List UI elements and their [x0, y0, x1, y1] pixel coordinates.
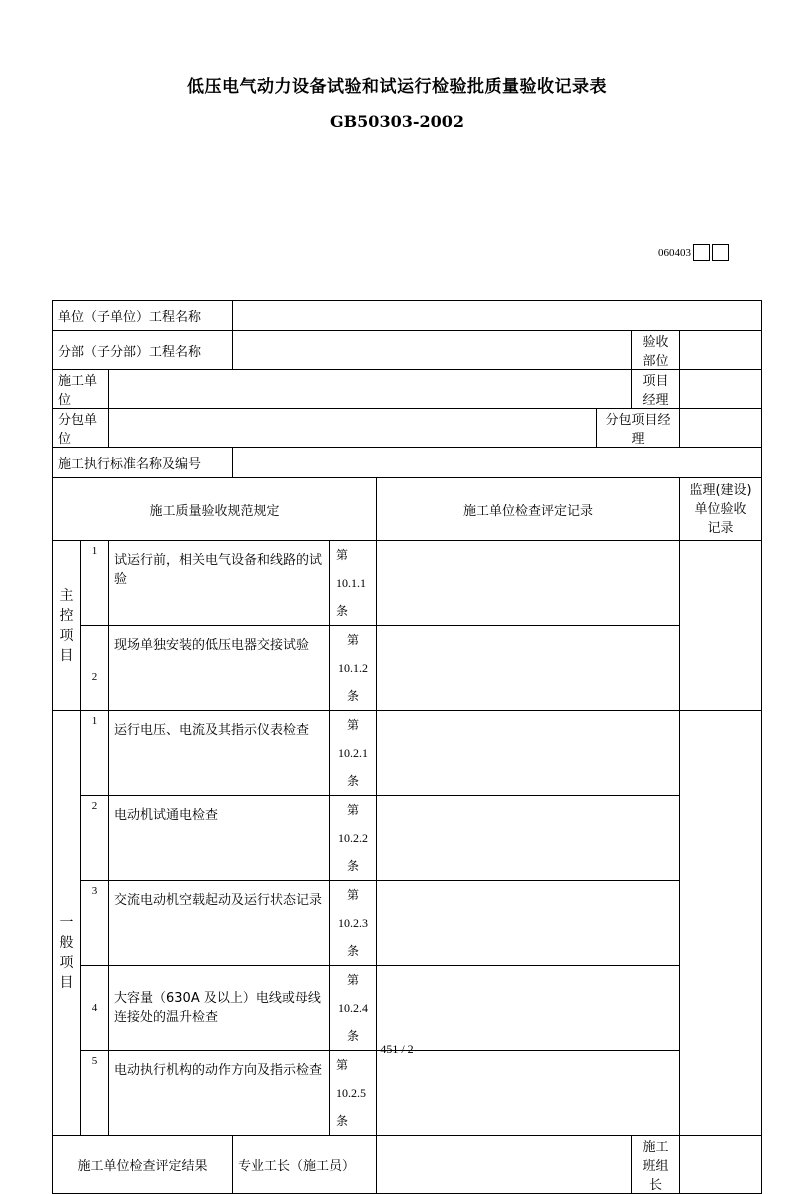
item-number: 3 [81, 881, 109, 966]
item-clause [330, 966, 377, 1051]
sub-project-label: 分部（子分部）工程名称 [53, 331, 233, 370]
acceptance-part-label: 验收部位 [632, 331, 680, 370]
item-number: 4 [81, 966, 109, 1051]
general-items-category [53, 711, 81, 1136]
standard-label: 施工执行标准名称及编号 [53, 448, 233, 478]
item-number: 2 [81, 796, 109, 881]
general-item-row [53, 796, 762, 881]
subcontract-manager-value[interactable] [680, 409, 762, 448]
clause-line: 第 10.2.3 [338, 888, 369, 930]
standard-row [53, 448, 762, 478]
clause-line: 第 10.2.1 [338, 718, 369, 760]
main-item-row [53, 541, 762, 626]
foreman-value[interactable] [377, 1136, 632, 1194]
general-item-row [53, 966, 762, 1051]
main-items-supervisor-record[interactable] [680, 541, 762, 711]
form-number-box-2[interactable] [712, 244, 729, 261]
standard-value[interactable] [233, 448, 762, 478]
construction-unit-value[interactable] [109, 370, 632, 409]
document-title: 低压电气动力设备试验和试运行检验批质量验收记录表 [187, 77, 607, 97]
item-check-record[interactable] [377, 626, 680, 711]
main-item-row [53, 626, 762, 711]
item-check-record[interactable] [377, 711, 680, 796]
item-description: 大容量（630A 及以上）电线或母线连接处的温升检查 [109, 966, 330, 1051]
item-check-record[interactable] [377, 796, 680, 881]
item-description: 运行电压、电流及其指示仪表检查 [109, 711, 330, 796]
unit-project-row [53, 301, 762, 331]
team-leader-label: 施工班组长 [632, 1136, 680, 1194]
check-record-header: 施工单位检查评定记录 [377, 478, 680, 541]
item-number: 1 [81, 541, 109, 626]
item-number: 5 [81, 1051, 109, 1136]
supervisor-header [680, 478, 762, 541]
clause-line: 条 [347, 774, 360, 788]
construction-unit-row [53, 370, 762, 409]
page-number: 451 / 2 [380, 1042, 414, 1056]
result-label: 施工单位检查评定结果 [53, 1136, 233, 1194]
clause-line: 第 10.1.2 [338, 633, 369, 675]
foreman-label: 专业工长（施工员） [233, 1136, 377, 1194]
category-char: 控 [59, 607, 74, 624]
clause-line: 第 10.2.5 [336, 1058, 367, 1100]
category-char: 目 [59, 975, 74, 991]
column-header-row [53, 478, 762, 541]
item-description: 电动机试通电检查 [109, 796, 330, 881]
result-row [53, 1136, 762, 1194]
category-char: 项 [59, 955, 74, 971]
subcontract-unit-row [53, 409, 762, 448]
project-manager-value[interactable] [680, 370, 762, 409]
item-description: 交流电动机空载起动及运行状态记录 [109, 881, 330, 966]
general-item-row [53, 711, 762, 796]
category-char: 目 [59, 647, 74, 664]
supervisor-header-line2: 单位验收 [694, 501, 747, 517]
category-char: 项 [59, 627, 74, 644]
item-clause [330, 796, 377, 881]
item-clause [330, 541, 377, 626]
project-manager-label: 项目经理 [632, 370, 680, 409]
sub-project-row [53, 331, 762, 370]
clause-line: 第 10.2.2 [338, 803, 369, 845]
item-description: 现场单独安装的低压电器交接试验 [109, 626, 330, 711]
form-number-box-1[interactable] [693, 244, 710, 261]
construction-unit-label: 施工单位 [53, 370, 109, 409]
supervisor-header-line1: 监理(建设) [689, 482, 752, 498]
inspection-record-table [52, 300, 762, 1194]
spec-header: 施工质量验收规范规定 [53, 478, 377, 541]
clause-line: 第 10.2.4 [338, 973, 369, 1015]
form-number-text: 060403 [658, 246, 691, 259]
item-clause [330, 626, 377, 711]
item-clause [330, 881, 377, 966]
item-number: 2 [81, 626, 109, 711]
subcontract-unit-label: 分包单位 [53, 409, 109, 448]
category-char: 主 [59, 587, 74, 604]
category-char: 般 [59, 935, 74, 951]
item-check-record[interactable] [377, 881, 680, 966]
item-description: 电动执行机构的动作方向及指示检查 [109, 1051, 330, 1136]
general-items-supervisor-record[interactable] [680, 711, 762, 1136]
item-description: 试运行前，相关电气设备和线路的试验 [109, 541, 330, 626]
supervisor-header-line3: 记录 [707, 520, 734, 536]
subcontract-unit-value[interactable] [109, 409, 597, 448]
clause-line: 条 [336, 1114, 349, 1128]
form-number [658, 244, 729, 261]
category-char: 一 [59, 915, 74, 931]
item-check-record[interactable] [377, 541, 680, 626]
clause-line: 条 [336, 604, 349, 618]
acceptance-part-value[interactable] [680, 331, 762, 370]
standard-code: GB50303-2002 [329, 112, 465, 131]
subcontract-manager-label: 分包项目经理 [597, 409, 680, 448]
general-item-row [53, 881, 762, 966]
clause-line: 条 [347, 859, 360, 873]
main-items-category [53, 541, 81, 711]
sub-project-value[interactable] [233, 331, 632, 370]
clause-line: 第 10.1.1 [336, 548, 367, 590]
clause-line: 条 [347, 689, 360, 703]
clause-line: 条 [347, 1029, 360, 1043]
unit-project-label: 单位（子单位）工程名称 [53, 301, 233, 331]
item-clause [330, 711, 377, 796]
item-check-record[interactable] [377, 966, 680, 1051]
item-number: 1 [81, 711, 109, 796]
team-leader-value[interactable] [680, 1136, 762, 1194]
clause-line: 条 [347, 944, 360, 958]
unit-project-value[interactable] [233, 301, 762, 331]
